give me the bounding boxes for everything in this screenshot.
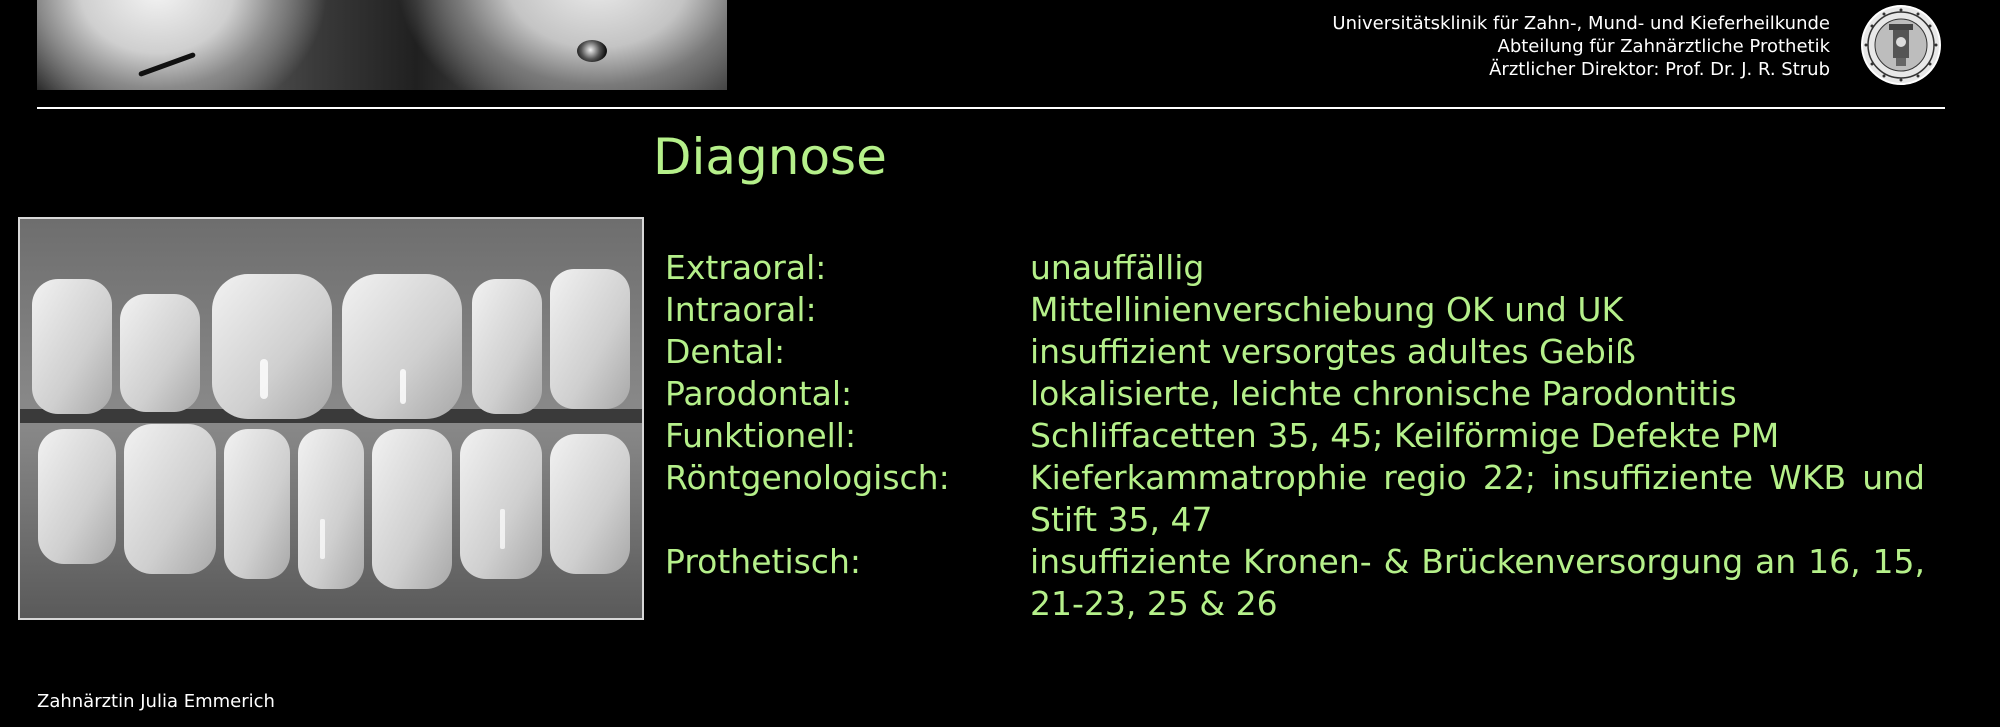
banner-stem-shape — [138, 52, 196, 77]
institution-name: Universitätsklinik für Zahn-, Mund- und Kieferheilkunde — [1332, 13, 1830, 34]
finding-label: Röntgenologisch: — [665, 458, 950, 497]
finding-label: Prothetisch: — [665, 542, 861, 581]
director-name: Ärztlicher Direktor: Prof. Dr. J. R. Strub — [1489, 59, 1830, 80]
finding-row-parodontal — [665, 373, 1925, 415]
finding-value: insuffiziente Kronen- & Brückenversorgung an 16, 15, 21-23, 25 & 26 — [1030, 542, 1925, 623]
dental-photo — [18, 217, 644, 620]
finding-row-intraoral — [665, 289, 1925, 331]
finding-label: Extraoral: — [665, 248, 827, 287]
banner-hole-shape — [577, 40, 607, 62]
header-divider — [37, 107, 1945, 109]
finding-value: Schliffacetten 35, 45; Keilförmige Defekte PM — [1030, 416, 1780, 455]
finding-value: Kieferkammatrophie regio 22; insuffiziente WKB und Stift 35, 47 — [1030, 458, 1925, 539]
finding-label: Parodontal: — [665, 374, 853, 413]
finding-value: unauffällig — [1030, 248, 1205, 287]
department-name: Abteilung für Zahnärztliche Prothetik — [1497, 36, 1830, 57]
banner-photo — [37, 0, 727, 90]
university-seal-icon — [1860, 4, 1942, 86]
finding-row-extraoral — [665, 247, 1925, 289]
finding-value: lokalisierte, leichte chronische Parodontitis — [1030, 374, 1737, 413]
finding-row-dental — [665, 331, 1925, 373]
finding-value: Mittellinienverschiebung OK und UK — [1030, 290, 1624, 329]
page-title: Diagnose — [653, 128, 887, 186]
finding-row-roentgenologisch — [665, 457, 1925, 541]
footer-author: Zahnärztin Julia Emmerich — [37, 691, 275, 712]
finding-row-funktionell — [665, 415, 1925, 457]
institution-header — [1332, 12, 1830, 81]
finding-value: insuffizient versorgtes adultes Gebiß — [1030, 332, 1636, 371]
diagnosis-findings — [665, 247, 1925, 625]
finding-label: Dental: — [665, 332, 786, 371]
finding-label: Intraoral: — [665, 290, 817, 329]
finding-row-prothetisch — [665, 541, 1925, 625]
finding-label: Funktionell: — [665, 416, 857, 455]
